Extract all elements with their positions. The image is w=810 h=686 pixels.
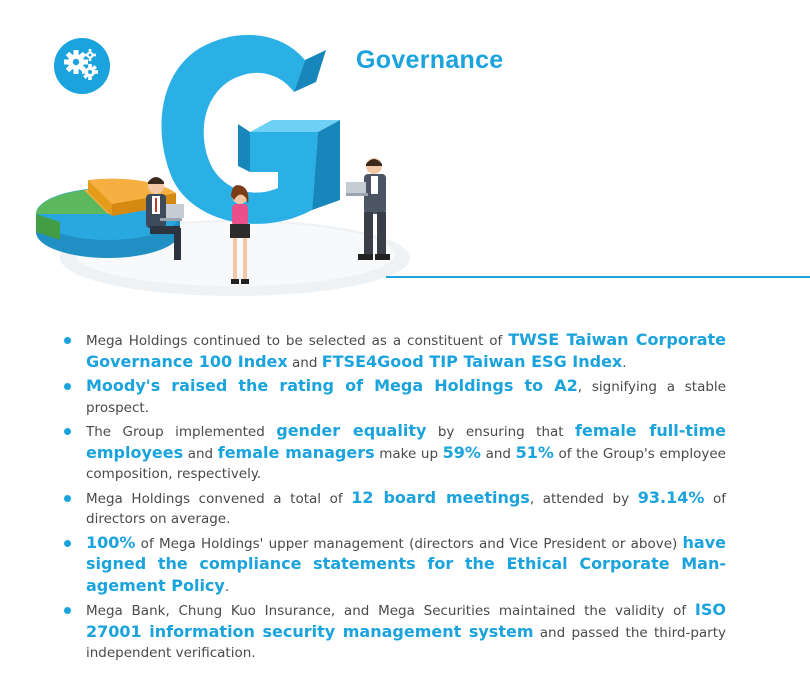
- bullet-item: [64, 488, 726, 530]
- page-title: Governance: [356, 46, 504, 74]
- body-text: and: [287, 354, 322, 371]
- body-text: of Mega Holdings' upper management (directors and Vice President or above): [135, 535, 683, 552]
- highlight-text: 51%: [515, 442, 554, 462]
- highlight-text: Moody's raised the rating of Mega Holdings to A2: [86, 376, 578, 395]
- bullet-dot-icon: [64, 495, 71, 502]
- highlight-text: 93.14%: [637, 487, 705, 507]
- bullet-item: [64, 533, 726, 598]
- bullet-item: [64, 330, 726, 373]
- body-text: Mega Holdings convened a total of: [86, 490, 352, 507]
- body-text: by ensuring that: [426, 424, 576, 440]
- bullet-item: [64, 421, 726, 485]
- highlight-text: TWSE Taiwan Corporate Governance 100 Index: [86, 330, 726, 371]
- body-text: of directors on average.: [86, 490, 726, 527]
- body-text: The Group implemented: [86, 424, 277, 440]
- bullet-dot-icon: [64, 383, 71, 390]
- governance-illustration: [0, 0, 810, 300]
- body-text: .: [622, 354, 627, 371]
- highlight-text: ISO 27001 information security management system: [86, 600, 726, 641]
- body-text: .: [224, 578, 230, 595]
- body-text: and passed the third-party independent verification.: [86, 624, 726, 661]
- body-text: , signifying a stable prospect.: [86, 379, 726, 416]
- highlight-text: 59%: [442, 442, 481, 462]
- body-text: , attended by: [529, 490, 638, 507]
- bullet-dot-icon: [64, 607, 71, 614]
- highlight-text: 12 board meetings: [351, 487, 530, 507]
- highlight-text: 100%: [86, 532, 136, 552]
- highlight-text: have signed the compliance statements for the Ethical Corporate Management Policy: [86, 532, 726, 595]
- letter-g-graphic: [161, 35, 340, 224]
- body-text: make up: [374, 445, 443, 462]
- highlight-text: gender equality: [276, 421, 427, 440]
- highlight-text: FTSE4Good TIP Taiwan ESG Index: [321, 351, 623, 371]
- bullet-list: [64, 330, 726, 667]
- bullet-dot-icon: [64, 337, 71, 344]
- body-text: and: [480, 445, 516, 462]
- body-text: and: [183, 445, 218, 462]
- bullet-item: [64, 376, 726, 418]
- body-text: Mega Bank, Chung Kuo Insurance, and Mega Securities maintained the validity of: [86, 603, 695, 619]
- body-text: Mega Holdings continued to be selected as a constituent of: [86, 333, 509, 349]
- bullet-item: [64, 600, 726, 664]
- bullet-dot-icon: [64, 540, 71, 547]
- highlight-text: female managers: [217, 442, 375, 462]
- highlight-text: female full-time employees: [86, 421, 726, 462]
- bullet-dot-icon: [64, 428, 71, 435]
- header-divider: [386, 276, 810, 278]
- body-text: of the Group's employee composition, respectively.: [86, 445, 726, 482]
